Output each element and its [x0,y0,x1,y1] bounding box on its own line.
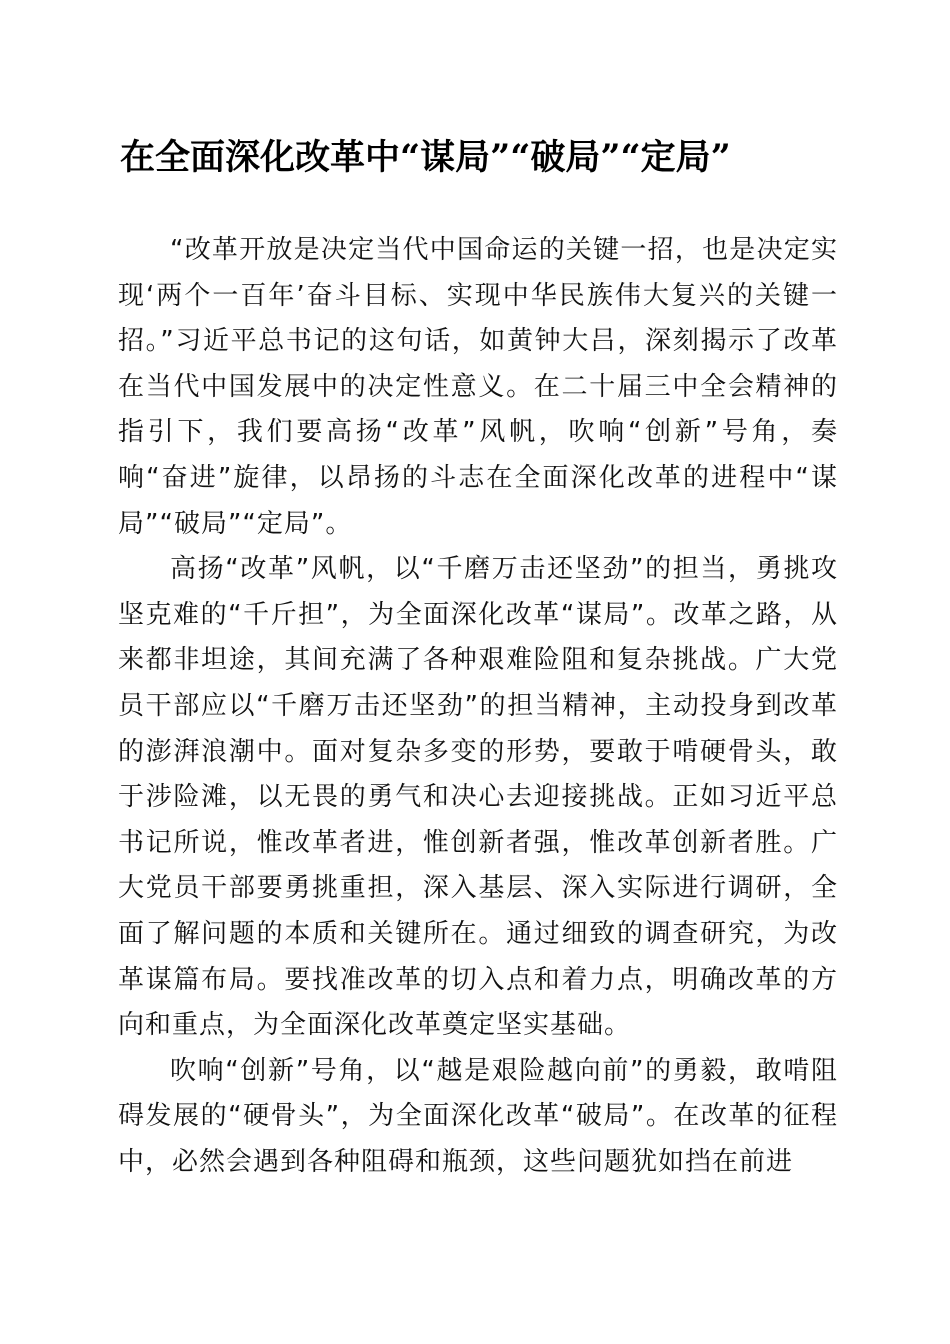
paragraph-intro: “改革开放是决定当代中国命运的关键一招，也是决定实现‘两个一百年’奋斗目标、实现中华民族伟大复兴的关键一招。”习近平总书记的这句话，如黄钟大吕，深刻揭示了改革在当代中国发展中的决定性意义。在二十届三中全会精神的指引下，我们要高扬“改革”风帆，吹响“创新”号角，奏响“奋进”旋律，以昂扬的斗志在全面深化改革的进程中“谋局”“破局”“定局”。 [118,235,838,539]
paragraph-innovation: 吹响“创新”号角，以“越是艰险越向前”的勇毅，敢啃阻碍发展的“硬骨头”，为全面深化改革“破局”。在改革的征程中，必然会遇到各种阻碍和瓶颈，这些问题犹如挡在前进 [118,1055,838,1177]
document-body [118,228,838,1185]
document-title: 在全面深化改革中“谋局”“破局”“定局” [120,137,731,178]
paragraph-reform: 高扬“改革”风帆，以“千磨万击还坚劲”的担当，勇挑攻坚克难的“千斤担”，为全面深化改革“谋局”。改革之路，从来都非坦途，其间充满了各种艰难险阻和复杂挑战。广大党员干部应以“千磨万击还坚劲”的担当精神，主动投身到改革的澎湃浪潮中。面对复杂多变的形势，要敢于啃硬骨头，敢于涉险滩，以无畏的勇气和决心去迎接挑战。正如习近平总书记所说，惟改革者进，惟创新者强，惟改革创新者胜。广大党员干部要勇挑重担，深入基层、深入实际进行调研，全面了解问题的本质和关键所在。通过细致的调查研究，为改革谋篇布局。要找准改革的切入点和着力点，明确改革的方向和重点，为全面深化改革奠定坚实基础。 [118,554,838,1041]
